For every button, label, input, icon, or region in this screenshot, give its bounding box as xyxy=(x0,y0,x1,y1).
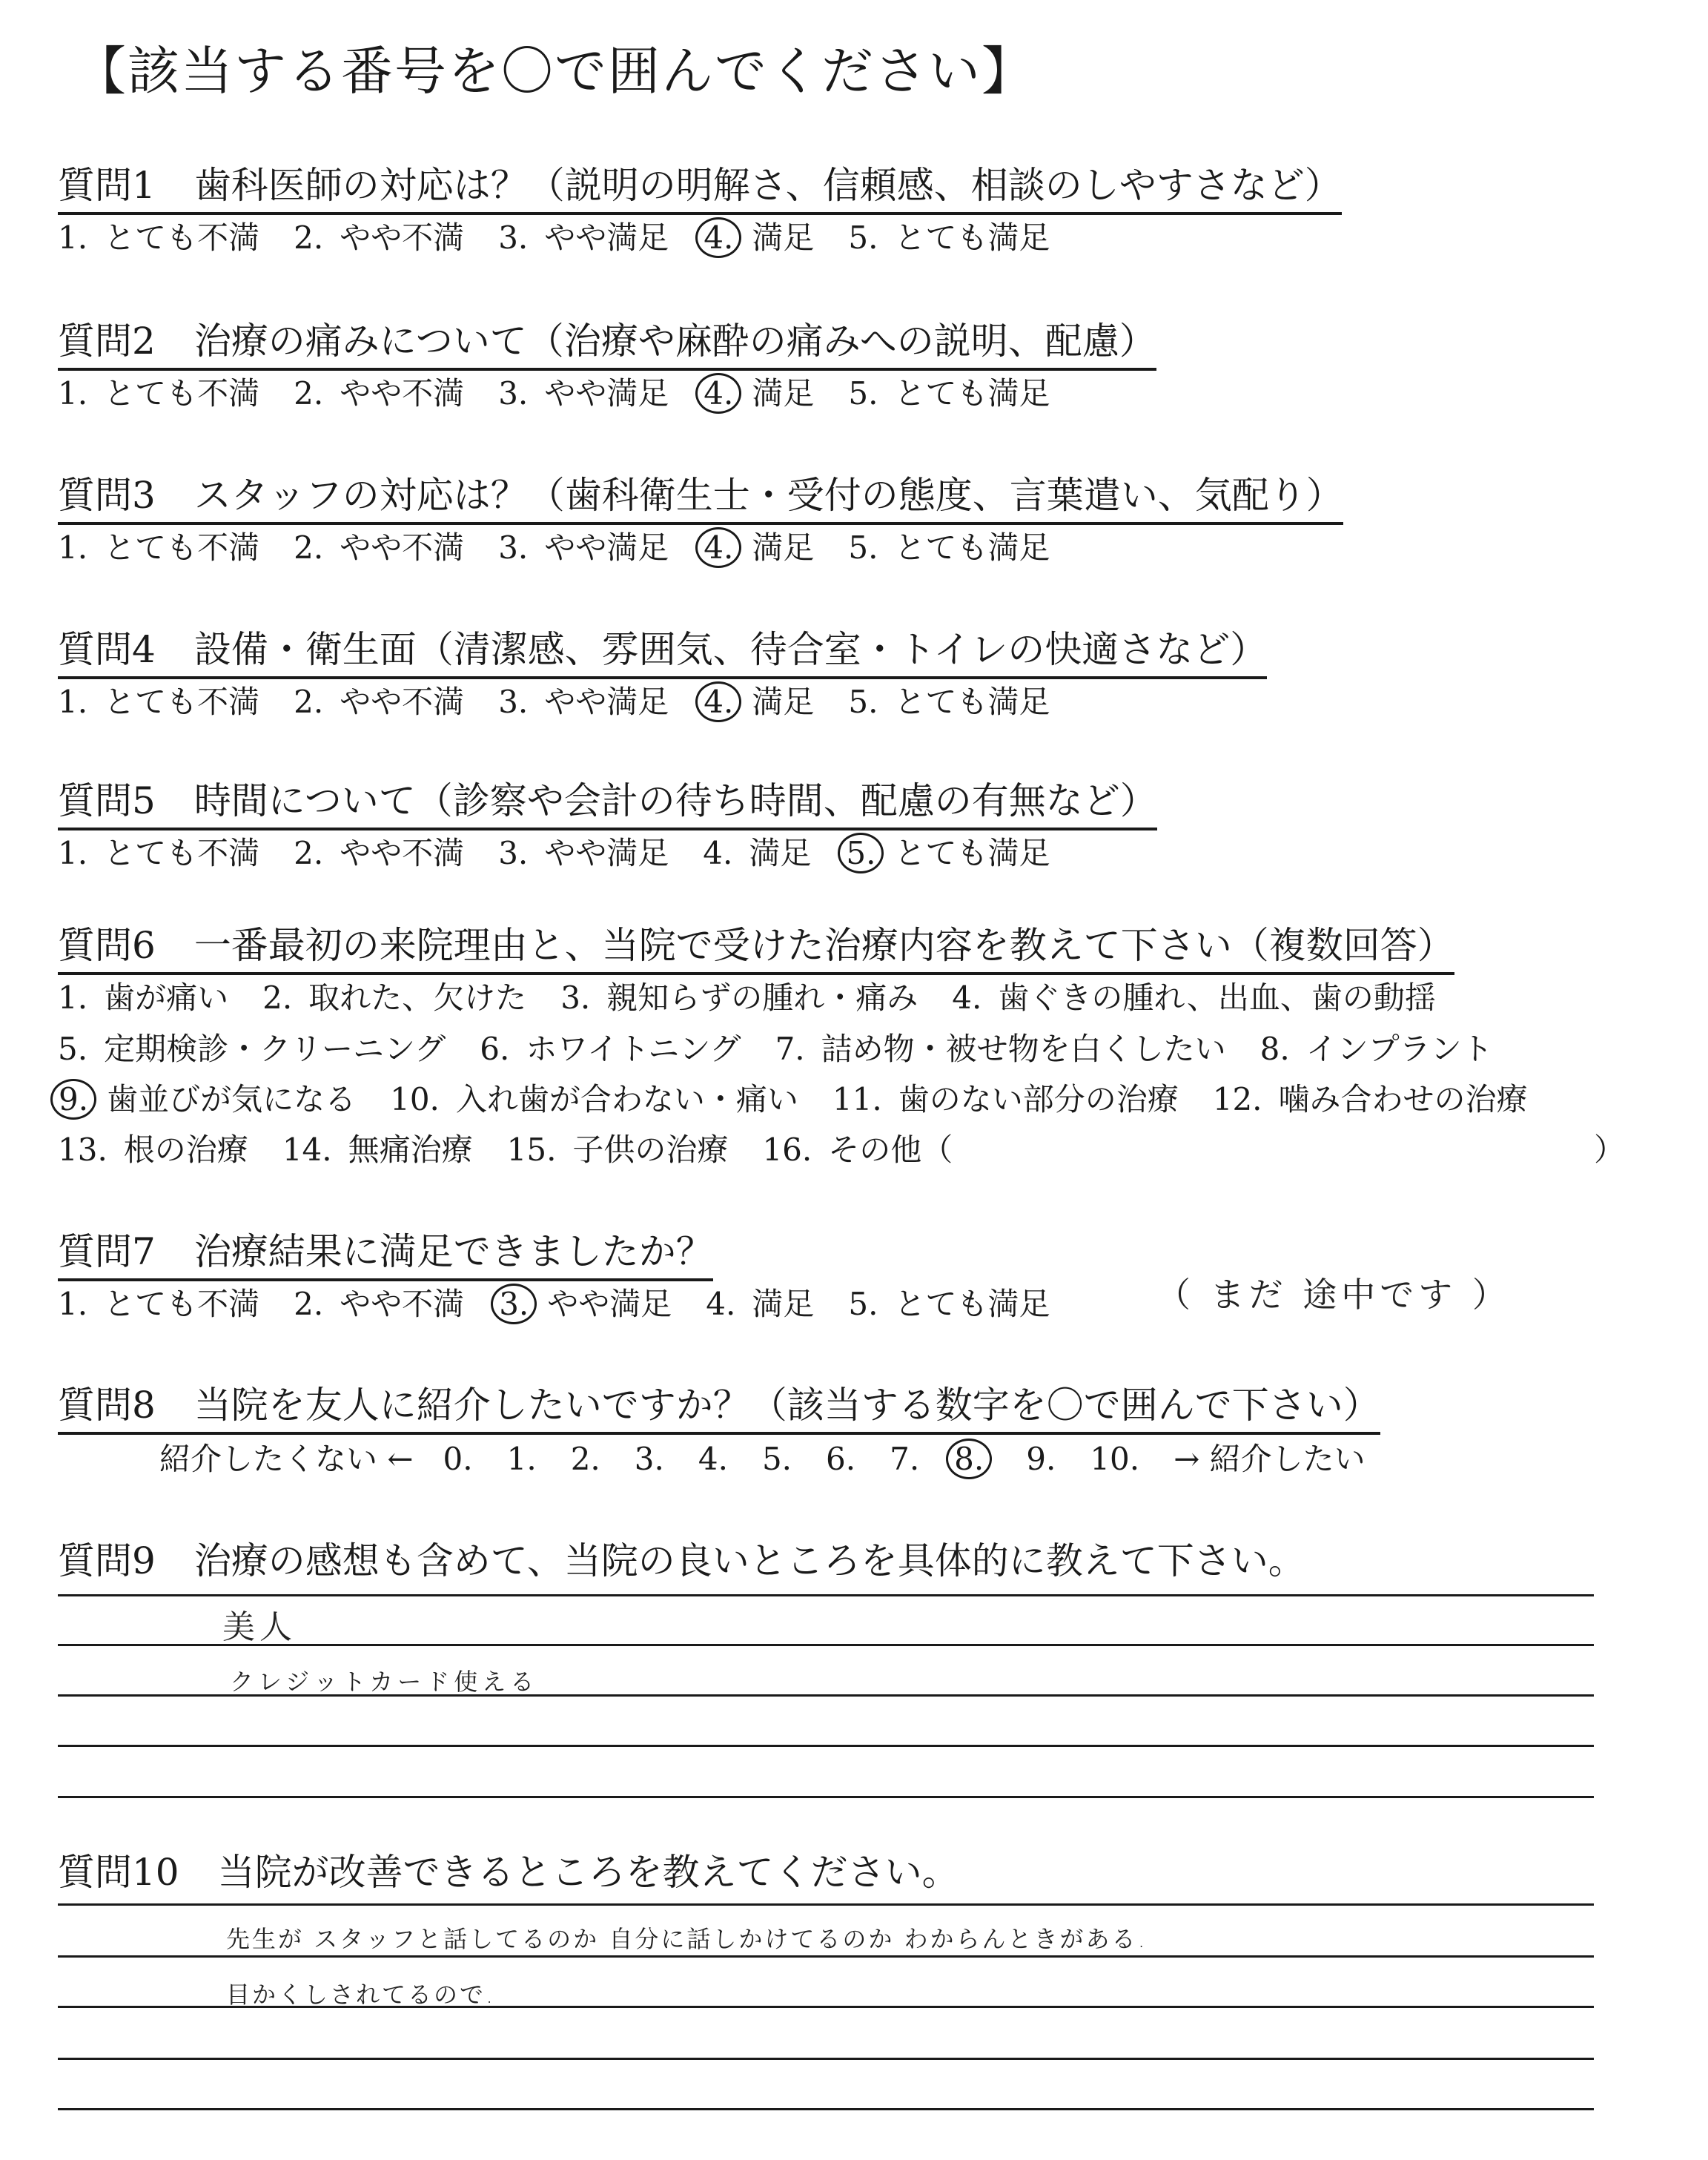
question-9-heading xyxy=(58,1531,1305,1588)
option-label: 満足 xyxy=(749,835,812,871)
option-number: 2. xyxy=(294,375,324,412)
option-label: とても不満 xyxy=(104,684,260,720)
question-number: 質問3 xyxy=(58,474,156,517)
option[interactable] xyxy=(706,1280,814,1324)
option-label: やや不満 xyxy=(340,219,465,256)
option-label: 満足 xyxy=(752,219,815,256)
q10-answer-line-2: 目かくしされてるので. xyxy=(226,1981,496,2009)
rating-options xyxy=(58,369,1084,414)
option-number: 1. xyxy=(58,375,88,412)
option-number: 2. xyxy=(262,980,293,1016)
option-label: とても満足 xyxy=(894,375,1050,412)
option-label: 無痛治療 xyxy=(348,1132,473,1168)
option[interactable] xyxy=(58,1025,446,1069)
option-label: 取れた、欠けた xyxy=(308,980,527,1016)
option-number: 5. xyxy=(848,375,878,412)
option-number: 2. xyxy=(294,835,324,871)
option-number: 1. xyxy=(58,529,88,566)
option-number: 3. xyxy=(491,1284,537,1324)
answer-line xyxy=(58,1955,1594,1958)
scale-number: 0. xyxy=(443,1441,473,1477)
answer-line xyxy=(58,1903,1594,1906)
option[interactable] xyxy=(848,1280,1050,1324)
option-number: 3. xyxy=(498,219,529,256)
option-label: やや満足 xyxy=(544,529,669,566)
scale-number: 2. xyxy=(570,1441,600,1477)
scale-option[interactable] xyxy=(443,1441,473,1477)
option[interactable] xyxy=(952,974,1436,1018)
option[interactable] xyxy=(262,974,526,1018)
option-label: 満足 xyxy=(752,529,815,566)
option[interactable] xyxy=(58,1280,259,1324)
question-7-heading xyxy=(58,1222,713,1281)
option[interactable] xyxy=(560,974,918,1018)
option[interactable] xyxy=(498,678,669,722)
q9-answer-line-1: 美人 xyxy=(222,1608,297,1646)
question-8-heading xyxy=(58,1375,1380,1435)
option-label: やや不満 xyxy=(340,835,465,871)
scale-option[interactable] xyxy=(507,1441,537,1477)
question-4-heading xyxy=(58,620,1267,679)
option-label: とても満足 xyxy=(894,529,1050,566)
option-label: 子供の治療 xyxy=(572,1132,729,1168)
option-number: 10. xyxy=(390,1081,440,1117)
q6-options-row-3 xyxy=(58,1075,1562,1120)
option-number: 2. xyxy=(294,529,324,566)
option[interactable] xyxy=(58,974,228,1018)
option-number: 1. xyxy=(58,1286,88,1322)
option-label: やや満足 xyxy=(544,375,669,412)
option-label: 根の治療 xyxy=(123,1132,248,1168)
option-number: 13. xyxy=(58,1132,107,1168)
question-number: 質問10 xyxy=(58,1851,179,1894)
option-label: とても不満 xyxy=(104,219,260,256)
scale-option[interactable] xyxy=(1026,1441,1056,1477)
rating-options xyxy=(58,678,1084,722)
option[interactable] xyxy=(848,678,1050,722)
answer-line xyxy=(58,2058,1594,2060)
option[interactable] xyxy=(294,369,464,414)
question-text: 設備・衛生面（清潔感、雰囲気、待合室・トイレの快適さなど） xyxy=(193,628,1268,671)
option-label: やや不満 xyxy=(340,529,465,566)
option-number: 3. xyxy=(498,529,529,566)
q7-handwritten-note: （ まだ 途中です ） xyxy=(1156,1275,1511,1315)
scale-option[interactable] xyxy=(1090,1441,1139,1477)
option-label: やや満足 xyxy=(544,835,669,871)
answer-line xyxy=(58,1796,1594,1798)
option-number: 2. xyxy=(294,684,324,720)
option[interactable] xyxy=(703,214,814,258)
option-number: 2. xyxy=(294,219,324,256)
option[interactable] xyxy=(833,1075,1179,1120)
scale-option[interactable] xyxy=(826,1441,855,1477)
option-label: 入れ歯が合わない・痛い xyxy=(455,1081,798,1117)
option[interactable] xyxy=(480,1025,741,1069)
option-label: とても不満 xyxy=(104,1286,260,1322)
option[interactable] xyxy=(498,829,669,873)
option-number: 8. xyxy=(1260,1031,1290,1067)
option[interactable] xyxy=(703,829,811,873)
question-number: 質問9 xyxy=(58,1539,156,1582)
option-label: 歯が痛い xyxy=(104,980,229,1016)
page-title: 【該当する番号を〇で囲んでください】 xyxy=(74,41,1035,102)
option-number: 5. xyxy=(848,684,878,720)
option-label: 歯並びが気になる xyxy=(107,1081,357,1117)
q9-answer-line-2: クレジットカード使える xyxy=(230,1668,539,1696)
question-10-heading xyxy=(58,1843,959,1899)
option-label: 満足 xyxy=(752,375,815,412)
option-label: やや満足 xyxy=(547,1286,672,1322)
scale-option[interactable] xyxy=(762,1441,792,1477)
option-label: やや不満 xyxy=(340,375,465,412)
question-number: 質問7 xyxy=(58,1230,156,1273)
scale-option[interactable] xyxy=(953,1439,992,1479)
option-number: 5. xyxy=(848,1286,878,1322)
option[interactable] xyxy=(703,524,814,568)
answer-line xyxy=(58,2108,1594,2110)
option-number: 3. xyxy=(498,375,529,412)
scale-number: 7. xyxy=(890,1441,920,1477)
option-number: 4. xyxy=(695,527,741,568)
option-label: やや満足 xyxy=(544,219,669,256)
scale-number: 5. xyxy=(761,1441,792,1477)
question-number: 質問8 xyxy=(58,1384,156,1427)
question-number: 質問2 xyxy=(58,320,156,363)
option-label: とても満足 xyxy=(894,219,1050,256)
option-label: 詰め物・被せ物を白くしたい xyxy=(821,1031,1226,1067)
option-label: やや不満 xyxy=(340,1286,465,1322)
question-text: 治療の感想も含めて、当院の良いところを具体的に教えて下さい。 xyxy=(193,1539,1305,1582)
option[interactable] xyxy=(498,524,669,568)
option-number: 4. xyxy=(706,1286,736,1322)
option[interactable] xyxy=(58,214,259,258)
option-number: 3. xyxy=(560,980,591,1016)
option[interactable] xyxy=(294,524,464,568)
option[interactable] xyxy=(498,1280,672,1324)
option-number: 4. xyxy=(695,373,741,414)
option-label: 親知らずの腫れ・痛み xyxy=(606,980,918,1016)
option-number: 2. xyxy=(294,1286,324,1322)
option-label: インプラント xyxy=(1305,1031,1493,1067)
question-1-heading xyxy=(58,156,1342,215)
option[interactable] xyxy=(294,678,464,722)
option-number: 16. xyxy=(762,1132,812,1168)
option-number: 7. xyxy=(775,1031,805,1067)
option-number: 14. xyxy=(282,1132,332,1168)
question-text: スタッフの対応は？（歯科衛生士・受付の態度、言葉遣い、気配り） xyxy=(193,474,1343,517)
question-text: 治療結果に満足できましたか？ xyxy=(193,1230,713,1273)
scale-number: 3. xyxy=(634,1441,664,1477)
q7-options xyxy=(58,1280,1084,1324)
option-label: とても満足 xyxy=(894,835,1050,871)
option-label: 歯ぐきの腫れ、出血、歯の動揺 xyxy=(998,980,1436,1016)
option-label: 定期検診・クリーニング xyxy=(104,1031,446,1067)
answer-line xyxy=(58,1745,1594,1747)
option-number: 11. xyxy=(832,1081,882,1117)
q10-answer-line-1: 先生が スタッフと話してるのか 自分に話しかけてるのか わからんときがある. xyxy=(226,1925,1148,1953)
option-label: 満足 xyxy=(752,1286,815,1322)
option[interactable] xyxy=(703,678,814,722)
option[interactable] xyxy=(507,1126,729,1170)
option-label: 歯のない部分の治療 xyxy=(898,1081,1179,1117)
option-number: 1. xyxy=(58,219,88,256)
option[interactable] xyxy=(848,369,1050,414)
option[interactable] xyxy=(58,1075,356,1120)
option[interactable] xyxy=(58,829,259,873)
question-text: 当院を友人に紹介したいですか？（該当する数字を〇で囲んで下さい） xyxy=(193,1384,1380,1427)
option[interactable] xyxy=(58,678,259,722)
scale-number: 6. xyxy=(826,1441,856,1477)
question-number: 質問4 xyxy=(58,628,156,671)
option-number: 1. xyxy=(58,684,88,720)
scale-number: 1. xyxy=(506,1441,537,1477)
option-number: 3. xyxy=(498,835,529,871)
option[interactable] xyxy=(58,524,259,568)
option-number: 1. xyxy=(58,980,88,1016)
scale-right-label: → 紹介したい xyxy=(1174,1441,1366,1477)
option-number: 3. xyxy=(498,684,529,720)
scale-option[interactable] xyxy=(890,1441,919,1477)
question-text: 時間について（診察や会計の待ち時間、配慮の有無など） xyxy=(193,779,1157,822)
option-number: 1. xyxy=(58,835,88,871)
question-number: 質問6 xyxy=(58,924,156,967)
other-close-paren: ） xyxy=(1594,1132,1626,1168)
option[interactable] xyxy=(703,369,814,414)
option[interactable] xyxy=(498,369,669,414)
option[interactable] xyxy=(390,1075,798,1120)
option-number: 4. xyxy=(952,980,982,1016)
rating-options xyxy=(58,524,1084,568)
option-label: とても満足 xyxy=(894,684,1050,720)
option[interactable] xyxy=(294,829,464,873)
option-label: とても不満 xyxy=(104,835,260,871)
question-text: 一番最初の来院理由と、当院で受けた治療内容を教えて下さい（複数回答） xyxy=(193,924,1454,967)
option-number: 4. xyxy=(703,835,733,871)
scale-number: 8. xyxy=(946,1439,992,1479)
question-text: 歯科医師の対応は？（説明の明解さ、信頼感、相談のしやすさなど） xyxy=(193,164,1342,207)
option-number: 6. xyxy=(480,1031,510,1067)
scale-number: 4. xyxy=(698,1441,728,1477)
option[interactable] xyxy=(1213,1075,1528,1120)
q8-scale xyxy=(159,1435,1366,1479)
question-3-heading xyxy=(58,466,1343,525)
option-label: やや満足 xyxy=(544,684,669,720)
option[interactable] xyxy=(58,369,259,414)
scale-number: 10. xyxy=(1090,1441,1140,1477)
scale-option[interactable] xyxy=(635,1441,664,1477)
scale-number: 9. xyxy=(1026,1441,1056,1477)
question-text: 治療の痛みについて（治療や麻酔の痛みへの説明、配慮） xyxy=(193,320,1156,363)
option-label: とても不満 xyxy=(104,375,260,412)
option-label: とても不満 xyxy=(104,529,260,566)
option[interactable] xyxy=(498,214,669,258)
option[interactable] xyxy=(294,1280,464,1324)
question-number: 質問5 xyxy=(58,779,156,822)
scale-option[interactable] xyxy=(698,1441,728,1477)
option-number: 5. xyxy=(848,529,878,566)
rating-options xyxy=(58,214,1084,258)
q6-options-row-2 xyxy=(58,1025,1527,1069)
option-number: 12. xyxy=(1212,1081,1262,1117)
option[interactable] xyxy=(848,214,1050,258)
option-number: 9. xyxy=(50,1079,96,1120)
option-label: やや不満 xyxy=(340,684,465,720)
answer-line xyxy=(58,1594,1594,1596)
q6-options-row-4 xyxy=(58,1126,1550,1170)
question-text: 当院が改善できるところを教えてください。 xyxy=(217,1851,959,1894)
option[interactable] xyxy=(775,1025,1226,1069)
option[interactable] xyxy=(848,524,1050,568)
option-number: 4. xyxy=(695,217,741,258)
rating-options xyxy=(58,829,1084,873)
option-label: その他（ xyxy=(828,1132,953,1168)
option-label: 噛み合わせの治療 xyxy=(1278,1081,1528,1117)
option[interactable] xyxy=(845,829,1050,873)
option[interactable] xyxy=(58,1126,248,1170)
option-number: 5. xyxy=(838,833,884,873)
q6-options-row-1 xyxy=(58,974,1470,1018)
option-label: 満足 xyxy=(752,684,815,720)
scale-left-label: 紹介したくない ← xyxy=(159,1441,414,1477)
question-number: 質問1 xyxy=(58,164,156,207)
option-label: とても満足 xyxy=(894,1286,1050,1322)
option-number: 15. xyxy=(506,1132,557,1168)
question-6-heading xyxy=(58,916,1454,975)
option[interactable] xyxy=(294,214,464,258)
option-number: 5. xyxy=(848,219,878,256)
option[interactable] xyxy=(762,1126,953,1170)
option[interactable] xyxy=(282,1126,473,1170)
question-2-heading xyxy=(58,311,1156,371)
scale-option[interactable] xyxy=(571,1441,600,1477)
option-number: 5. xyxy=(58,1031,88,1067)
option[interactable] xyxy=(1260,1025,1493,1069)
option-label: ホワイトニング xyxy=(526,1031,741,1067)
question-5-heading xyxy=(58,771,1157,830)
option-number: 4. xyxy=(695,681,741,722)
